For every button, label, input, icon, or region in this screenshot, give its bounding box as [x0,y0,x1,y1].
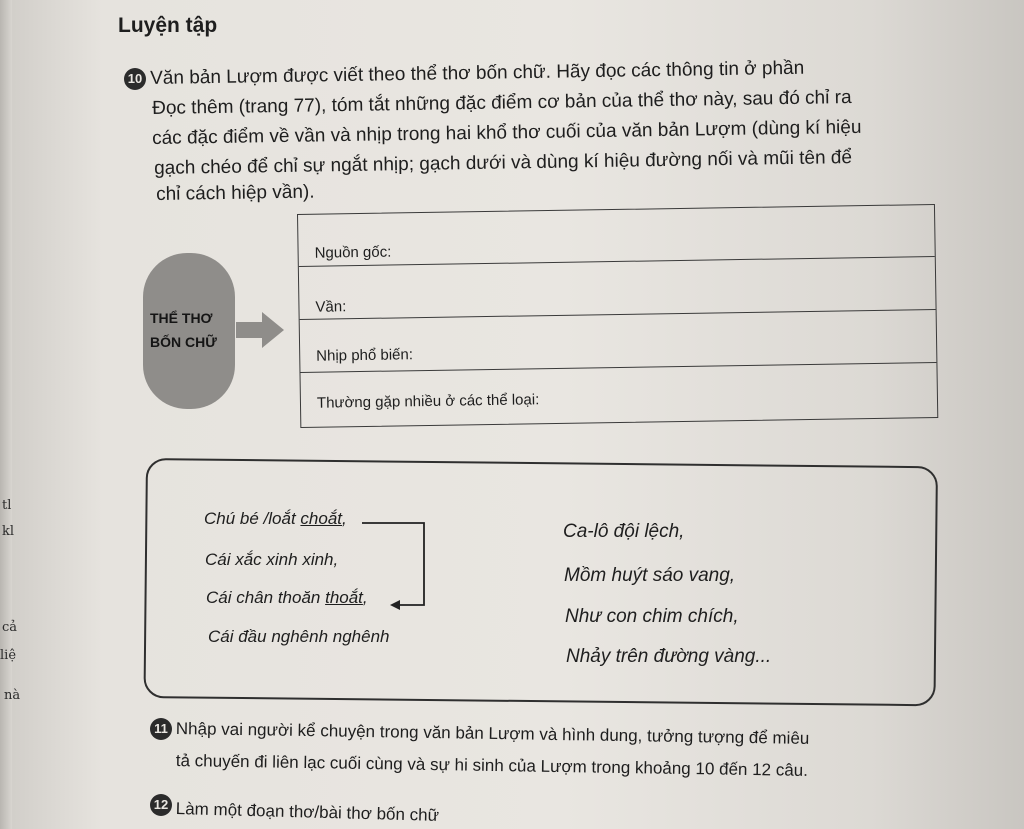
poem-line-left-4: Cái đầu nghênh nghênh [208,627,390,646]
poem-line-right-2: Mồm huýt sáo vang, [564,565,736,586]
poem-line-right-3: Như con chim chích, [565,606,739,627]
rhyme-word: choắt [300,509,342,528]
info-row-label: Nhịp phổ biến: [316,346,414,365]
genre-info-table [297,204,938,428]
genre-label-shape [143,253,235,409]
question-10-line-5: chỉ cách hiệp vần). [155,181,315,205]
poem-line-left-3 [206,588,368,608]
poem-box [143,458,937,706]
poem-text: , [362,588,368,607]
poem-line-left-1 [204,509,347,529]
info-row-label: Nguồn gốc: [314,243,392,262]
question-number-badge: 12 [150,794,172,816]
question-number-badge: 10 [124,68,146,90]
question-10-line-2: Đọc thêm (trang 77), tóm tắt những đặc điểm cơ bản của thể thơ này, sau đó chỉ ra [151,87,852,119]
question-11-line-1: Nhập vai người kể chuyện trong văn bản Lượm và hình dung, tưởng tượng để miêu [175,719,810,748]
question-10-line-1: Văn bản Lượm được viết theo thể thơ bốn chữ. Hãy đọc các thông tin ở phần [149,57,805,89]
question-10-line-4: gạch chéo để chỉ sự ngắt nhịp; gạch dưới và dùng kí hiệu đường nối và mũi tên để [153,147,853,179]
rhyme-connector-icon [360,515,430,615]
genre-label-line-1: THỂ THƠ [150,310,213,326]
arrow-right-icon [236,312,286,348]
question-12-line-1: Làm một đoạn thơ/bài thơ bốn chữ [175,799,440,825]
margin-fragment: nà [4,688,21,703]
info-row-label: Thường gặp nhiều ở các thể loại: [316,391,540,412]
section-title: Luyện tập [118,14,218,37]
question-11-line-2: tả chuyến đi liên lạc cuối cùng và sự hi sinh của Lượm trong khoảng 10 đến 12 câu. [175,751,809,780]
question-10-line-3: các đặc điểm về vần và nhịp trong hai khổ thơ cuối của văn bản Lượm (dùng kí hiệu [151,116,862,149]
poem-line-left-2: Cái xắc xinh xinh, [205,550,339,569]
poem-line-right-4: Nhảy trên đường vàng... [566,646,772,667]
info-row-label: Vần: [315,298,347,316]
rhyme-word: thoắt [325,588,363,607]
genre-label-line-2: BỐN CHỮ [150,334,217,350]
margin-fragment: cả [2,620,18,635]
poem-line-right-1: Ca-lô đội lệch, [563,521,685,542]
info-row-genres[interactable] [300,363,937,426]
question-number-badge: 11 [150,718,172,740]
poem-text: Cái chân thoăn [206,588,326,607]
poem-text: Chú bé /loắt [204,509,301,528]
margin-fragment: liệ [0,648,17,663]
poem-text: , [342,509,347,528]
margin-fragment: tl [2,498,12,513]
margin-fragment: kl [2,524,15,539]
